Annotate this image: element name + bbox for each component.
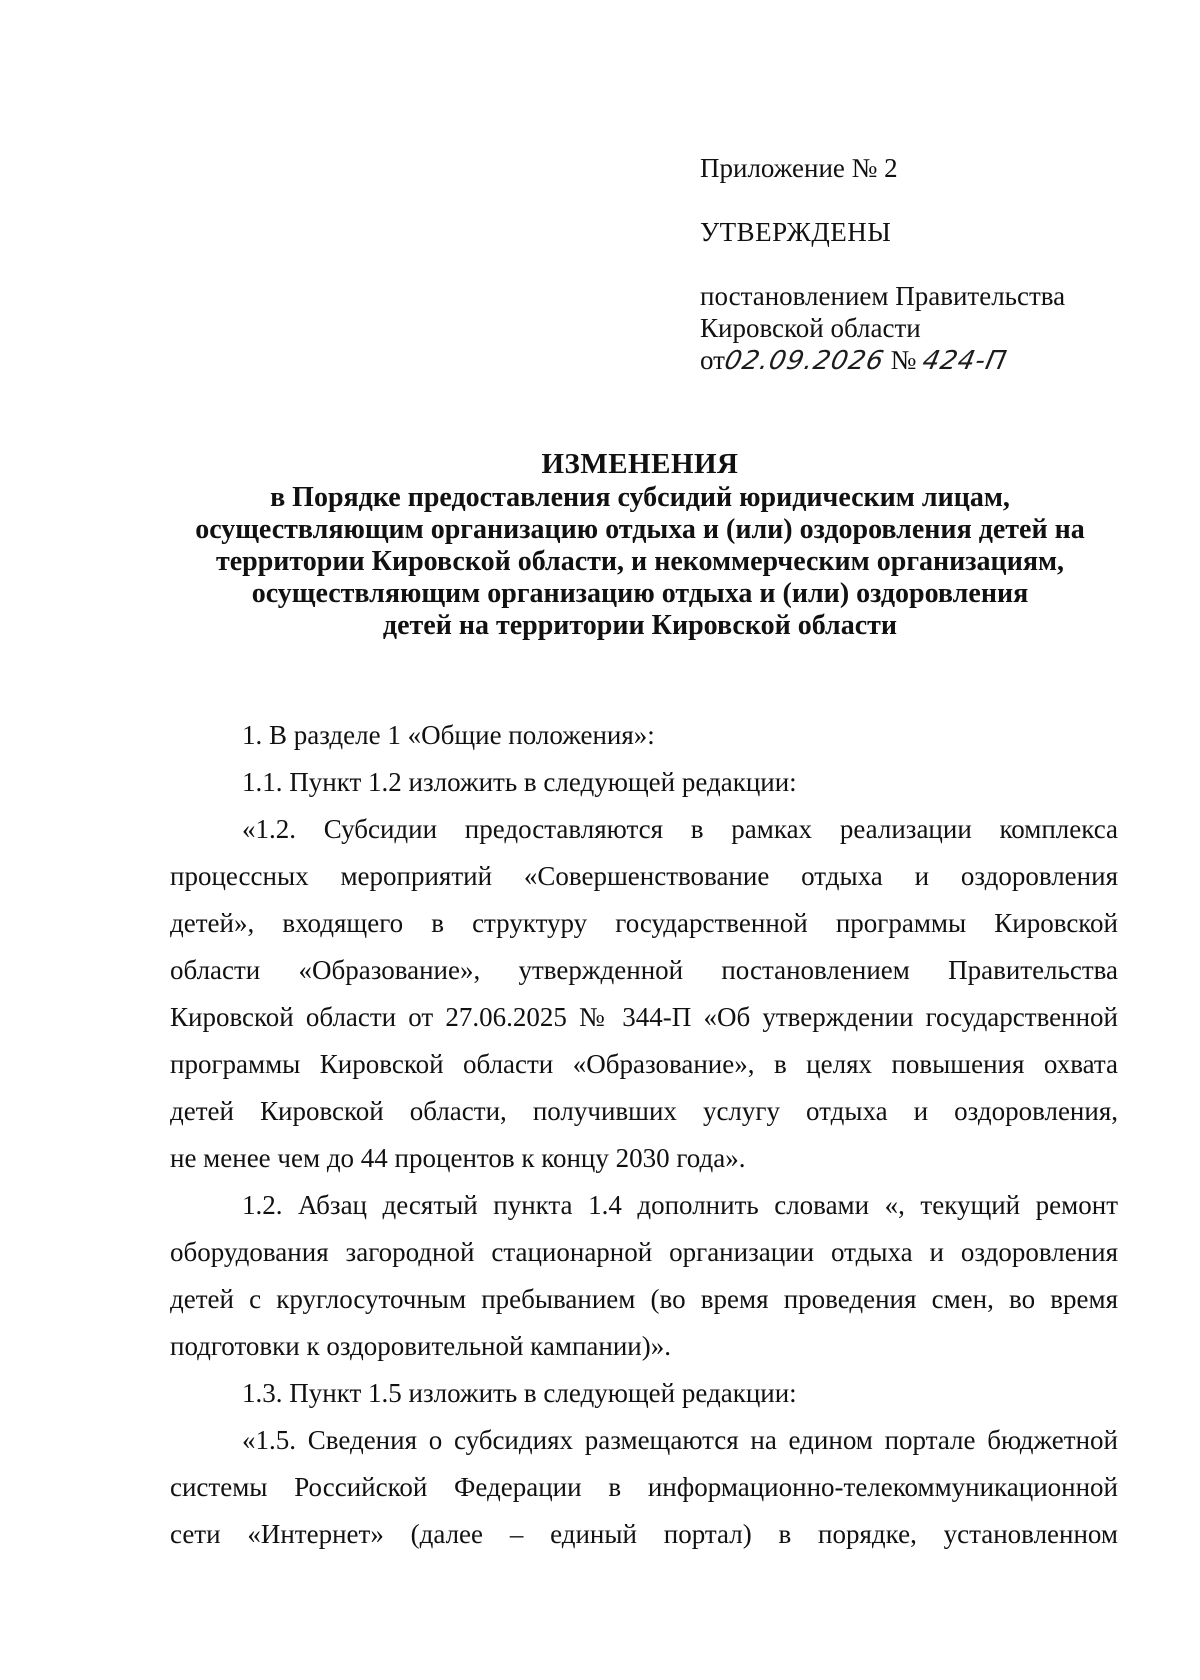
paragraph-1-4: 1.3. Пункт 1.5 изложить в следующей редакции:: [242, 1378, 797, 1408]
paragraph-1-2-line: области «Образование», утвержденной постановлением Правительства: [170, 955, 1118, 985]
issuer-line-1: постановлением Правительства: [700, 281, 1066, 311]
paragraph-1-2-line: программы Кировской области «Образование», в целях повышения охвата: [170, 1049, 1118, 1079]
date-prefix: от: [700, 345, 725, 375]
issuer-line-2: Кировской области: [700, 313, 921, 343]
approval-block: [700, 152, 1140, 377]
appendix-label: Приложение № 2: [700, 153, 898, 183]
title-line: детей на территории Кировской области: [382, 610, 898, 641]
document-body: [170, 712, 1118, 1558]
handwritten-date: 02.09.2026: [721, 346, 888, 376]
title-line: территории Кировской области, и некоммерческим организациям,: [215, 546, 1065, 577]
paragraph-1-3-line: оборудования загородной стационарной организации отдыха и оздоровления: [170, 1237, 1118, 1267]
date-number-row: [700, 344, 1140, 377]
handwritten-number: 424-П: [919, 346, 1010, 376]
approved-label: УТВЕРЖДЕНЫ: [700, 217, 892, 247]
paragraph-1-2-line: «1.2. Субсидии предоставляются в рамках реализации комплекса: [242, 814, 1118, 844]
title-heading: ИЗМЕНЕНИЯ: [541, 448, 739, 480]
paragraph-1-2-line: детей», входящего в структуру государственной программы Кировской: [170, 908, 1118, 938]
title-line: осуществляющим организацию отдыха и (или) оздоровления: [251, 578, 1029, 609]
paragraph-1-3-line: подготовки к оздоровительной кампании)».: [170, 1331, 671, 1361]
paragraph-1-3-line: детей с круглосуточным пребыванием (во время проведения смен, во время: [170, 1284, 1118, 1314]
paragraph-1-3-line: 1.2. Абзац десятый пункта 1.4 дополнить словами «, текущий ремонт: [242, 1190, 1118, 1220]
paragraph-section-1: 1. В разделе 1 «Общие положения»:: [242, 720, 655, 750]
document-title: [150, 448, 1130, 642]
paragraph-1-2-line: процессных мероприятий «Совершенствование отдыха и оздоровления: [170, 861, 1118, 891]
paragraph-1-5-line: системы Российской Федерации в информационно-телекоммуникационной: [170, 1472, 1118, 1502]
paragraph-1-5-line: «1.5. Сведения о субсидиях размещаются на едином портале бюджетной: [242, 1425, 1118, 1455]
paragraph-1-2-line: Кировской области от 27.06.2025 № 344-П «Об утверждении государственной: [170, 1002, 1118, 1032]
paragraph-1-2-line: детей Кировской области, получивших услугу отдыха и оздоровления,: [170, 1096, 1118, 1126]
paragraph-1-1: 1.1. Пункт 1.2 изложить в следующей редакции:: [242, 767, 797, 797]
paragraph-1-5-line: сети «Интернет» (далее – единый портал) в порядке, установленном: [170, 1519, 1118, 1549]
title-line: осуществляющим организацию отдыха и (или) оздоровления детей на: [195, 514, 1085, 545]
paragraph-1-2-line: не менее чем до 44 процентов к концу 2030 года».: [170, 1143, 746, 1173]
title-line: в Порядке предоставления субсидий юридическим лицам,: [270, 482, 1010, 513]
number-prefix: №: [890, 345, 917, 375]
